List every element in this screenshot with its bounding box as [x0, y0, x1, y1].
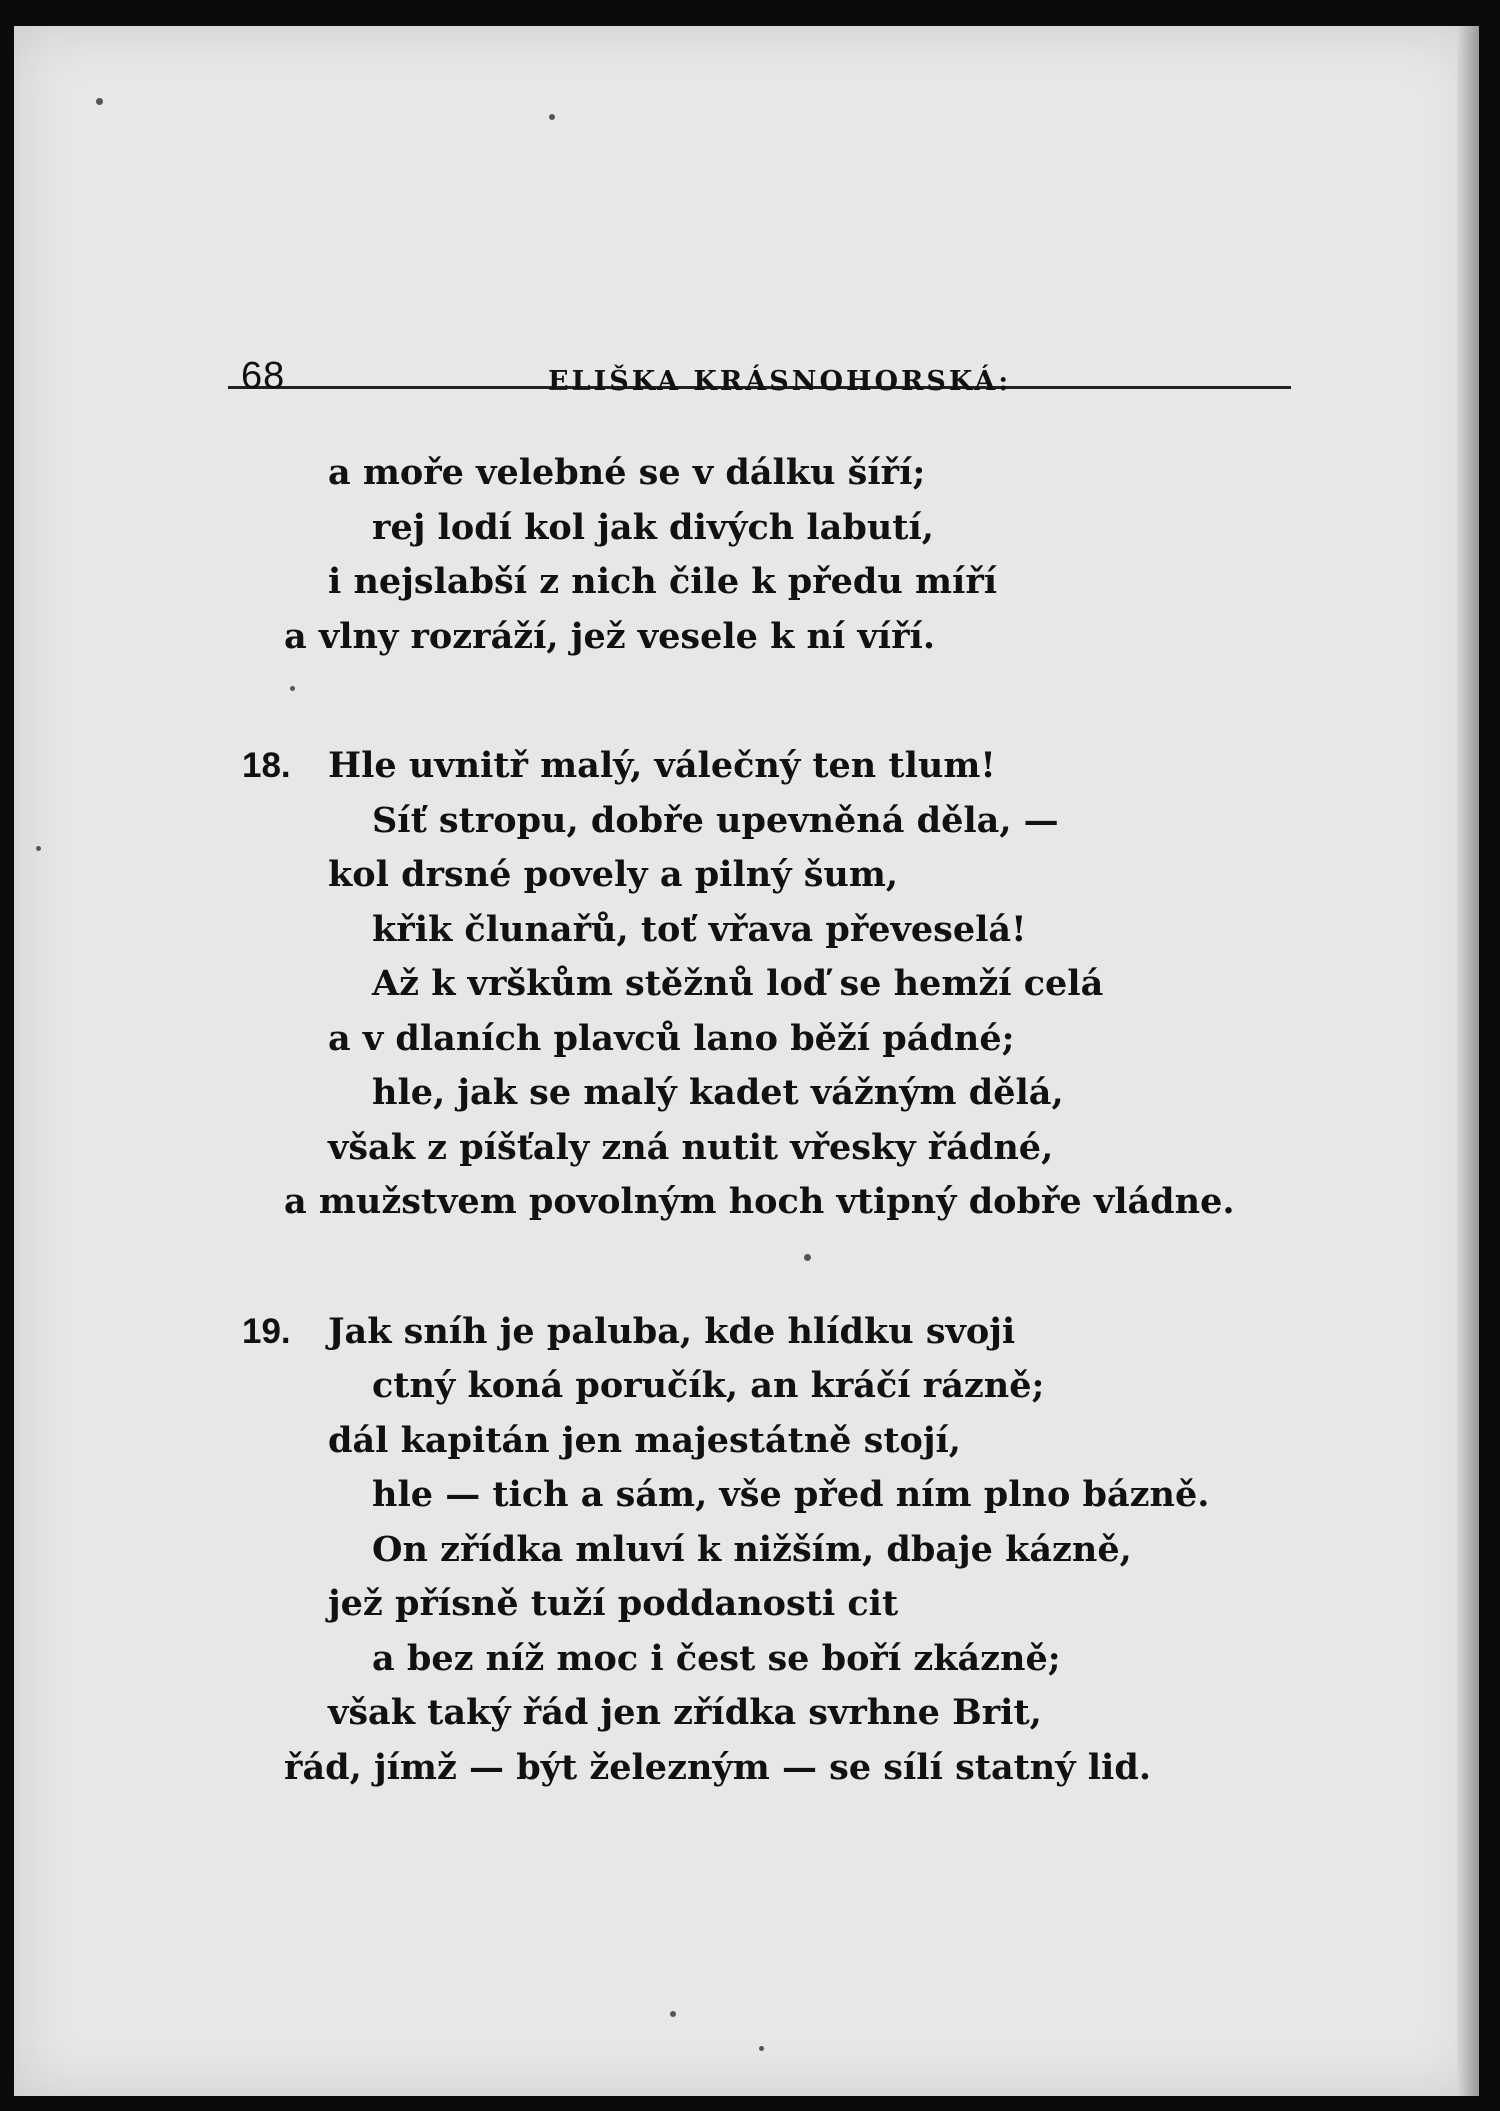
verse-line [228, 1577, 1291, 1632]
verse-line [228, 1741, 1291, 1796]
verse-text: kol drsné povely a pilný šum, [328, 854, 899, 895]
verse-text: Jak sníh je paluba, kde hlídku svoji [328, 1310, 1016, 1352]
verse-line [228, 1012, 1291, 1067]
verse-text: Síť stropu, dobře upevněná děla, — [372, 799, 1059, 841]
verse-text: jež přísně tuží poddanosti cit [328, 1583, 899, 1624]
verse-text: hle, jak se malý kadet vážným dělá, [372, 1072, 1064, 1113]
scan-speck [804, 1254, 811, 1261]
book-page [14, 26, 1479, 2096]
poem-body [228, 446, 1291, 1795]
verse-text: a moře velebné se v dálku šíří; [328, 452, 926, 493]
verse-line [228, 1175, 1291, 1230]
running-title: ELIŠKA KRÁSNOHORSKÁ: [548, 366, 1012, 397]
verse-line [228, 1632, 1291, 1687]
page-edge-shadow [1457, 26, 1479, 2096]
verse-text: křik člunařů, toť vřava převeselá! [372, 908, 1027, 950]
verse-line [228, 739, 1291, 794]
stanza-19 [228, 1305, 1291, 1796]
verse-line [228, 848, 1291, 903]
verse-text: Až k vrškům stěžnů loď se hemží celá [372, 963, 1104, 1004]
stanza-18 [228, 739, 1291, 1230]
page-number: 68 [241, 355, 286, 397]
page-header [228, 326, 1291, 397]
verse-text: dál kapitán jen majestátně stojí, [328, 1419, 961, 1461]
verse-line [228, 1468, 1291, 1523]
verse-line [228, 1359, 1291, 1414]
scan-speck [36, 846, 41, 851]
stanza-number: 18. [242, 746, 291, 785]
scan-speck [549, 114, 555, 120]
verse-line [228, 501, 1291, 556]
scan-speck [290, 686, 295, 691]
verse-text: však taký řád jen zřídka svrhne Brit, [328, 1692, 1042, 1733]
verse-line [228, 1686, 1291, 1741]
scan-speck [96, 98, 103, 105]
stanza-number: 19. [242, 1311, 291, 1351]
verse-text: rej lodí kol jak divých labutí, [372, 506, 934, 548]
verse-line [228, 1414, 1291, 1469]
verse-line [228, 1066, 1291, 1121]
verse-text: a v dlaních plavců lano běží pádné; [328, 1017, 1015, 1059]
verse-line [228, 1121, 1291, 1176]
verse-line [228, 957, 1291, 1012]
verse-text: ctný koná poručík, an kráčí rázně; [372, 1365, 1045, 1406]
verse-text: a bez níž moc i čest se boří zkázně; [372, 1637, 1061, 1679]
verse-line [228, 610, 1291, 665]
verse-text: řád, jímž — být železným — se sílí statný lid. [284, 1746, 1152, 1788]
verse-text: On zřídka mluví k nižším, dbaje kázně, [372, 1528, 1132, 1570]
verse-line [228, 1523, 1291, 1578]
verse-text: hle — tich a sám, vše před ním plno bázně. [372, 1474, 1210, 1515]
verse-text: a vlny rozráží, jež vesele k ní víří. [284, 615, 936, 657]
scan-speck [759, 2046, 764, 2051]
scan-speck [670, 2011, 676, 2017]
verse-text: i nejslabší z nich čile k předu míří [328, 561, 998, 602]
verse-text: však z píšťaly zná nutit vřesky řádné, [328, 1126, 1054, 1168]
verse-text: a mužstvem povolným hoch vtipný dobře vládne. [284, 1181, 1235, 1222]
verse-line [228, 555, 1291, 610]
verse-line [228, 446, 1291, 501]
stanza-continuation [228, 446, 1291, 664]
verse-line [228, 794, 1291, 849]
verse-line [228, 1305, 1291, 1360]
verse-text: Hle uvnitř malý, válečný ten tlum! [328, 745, 996, 786]
verse-line [228, 903, 1291, 958]
